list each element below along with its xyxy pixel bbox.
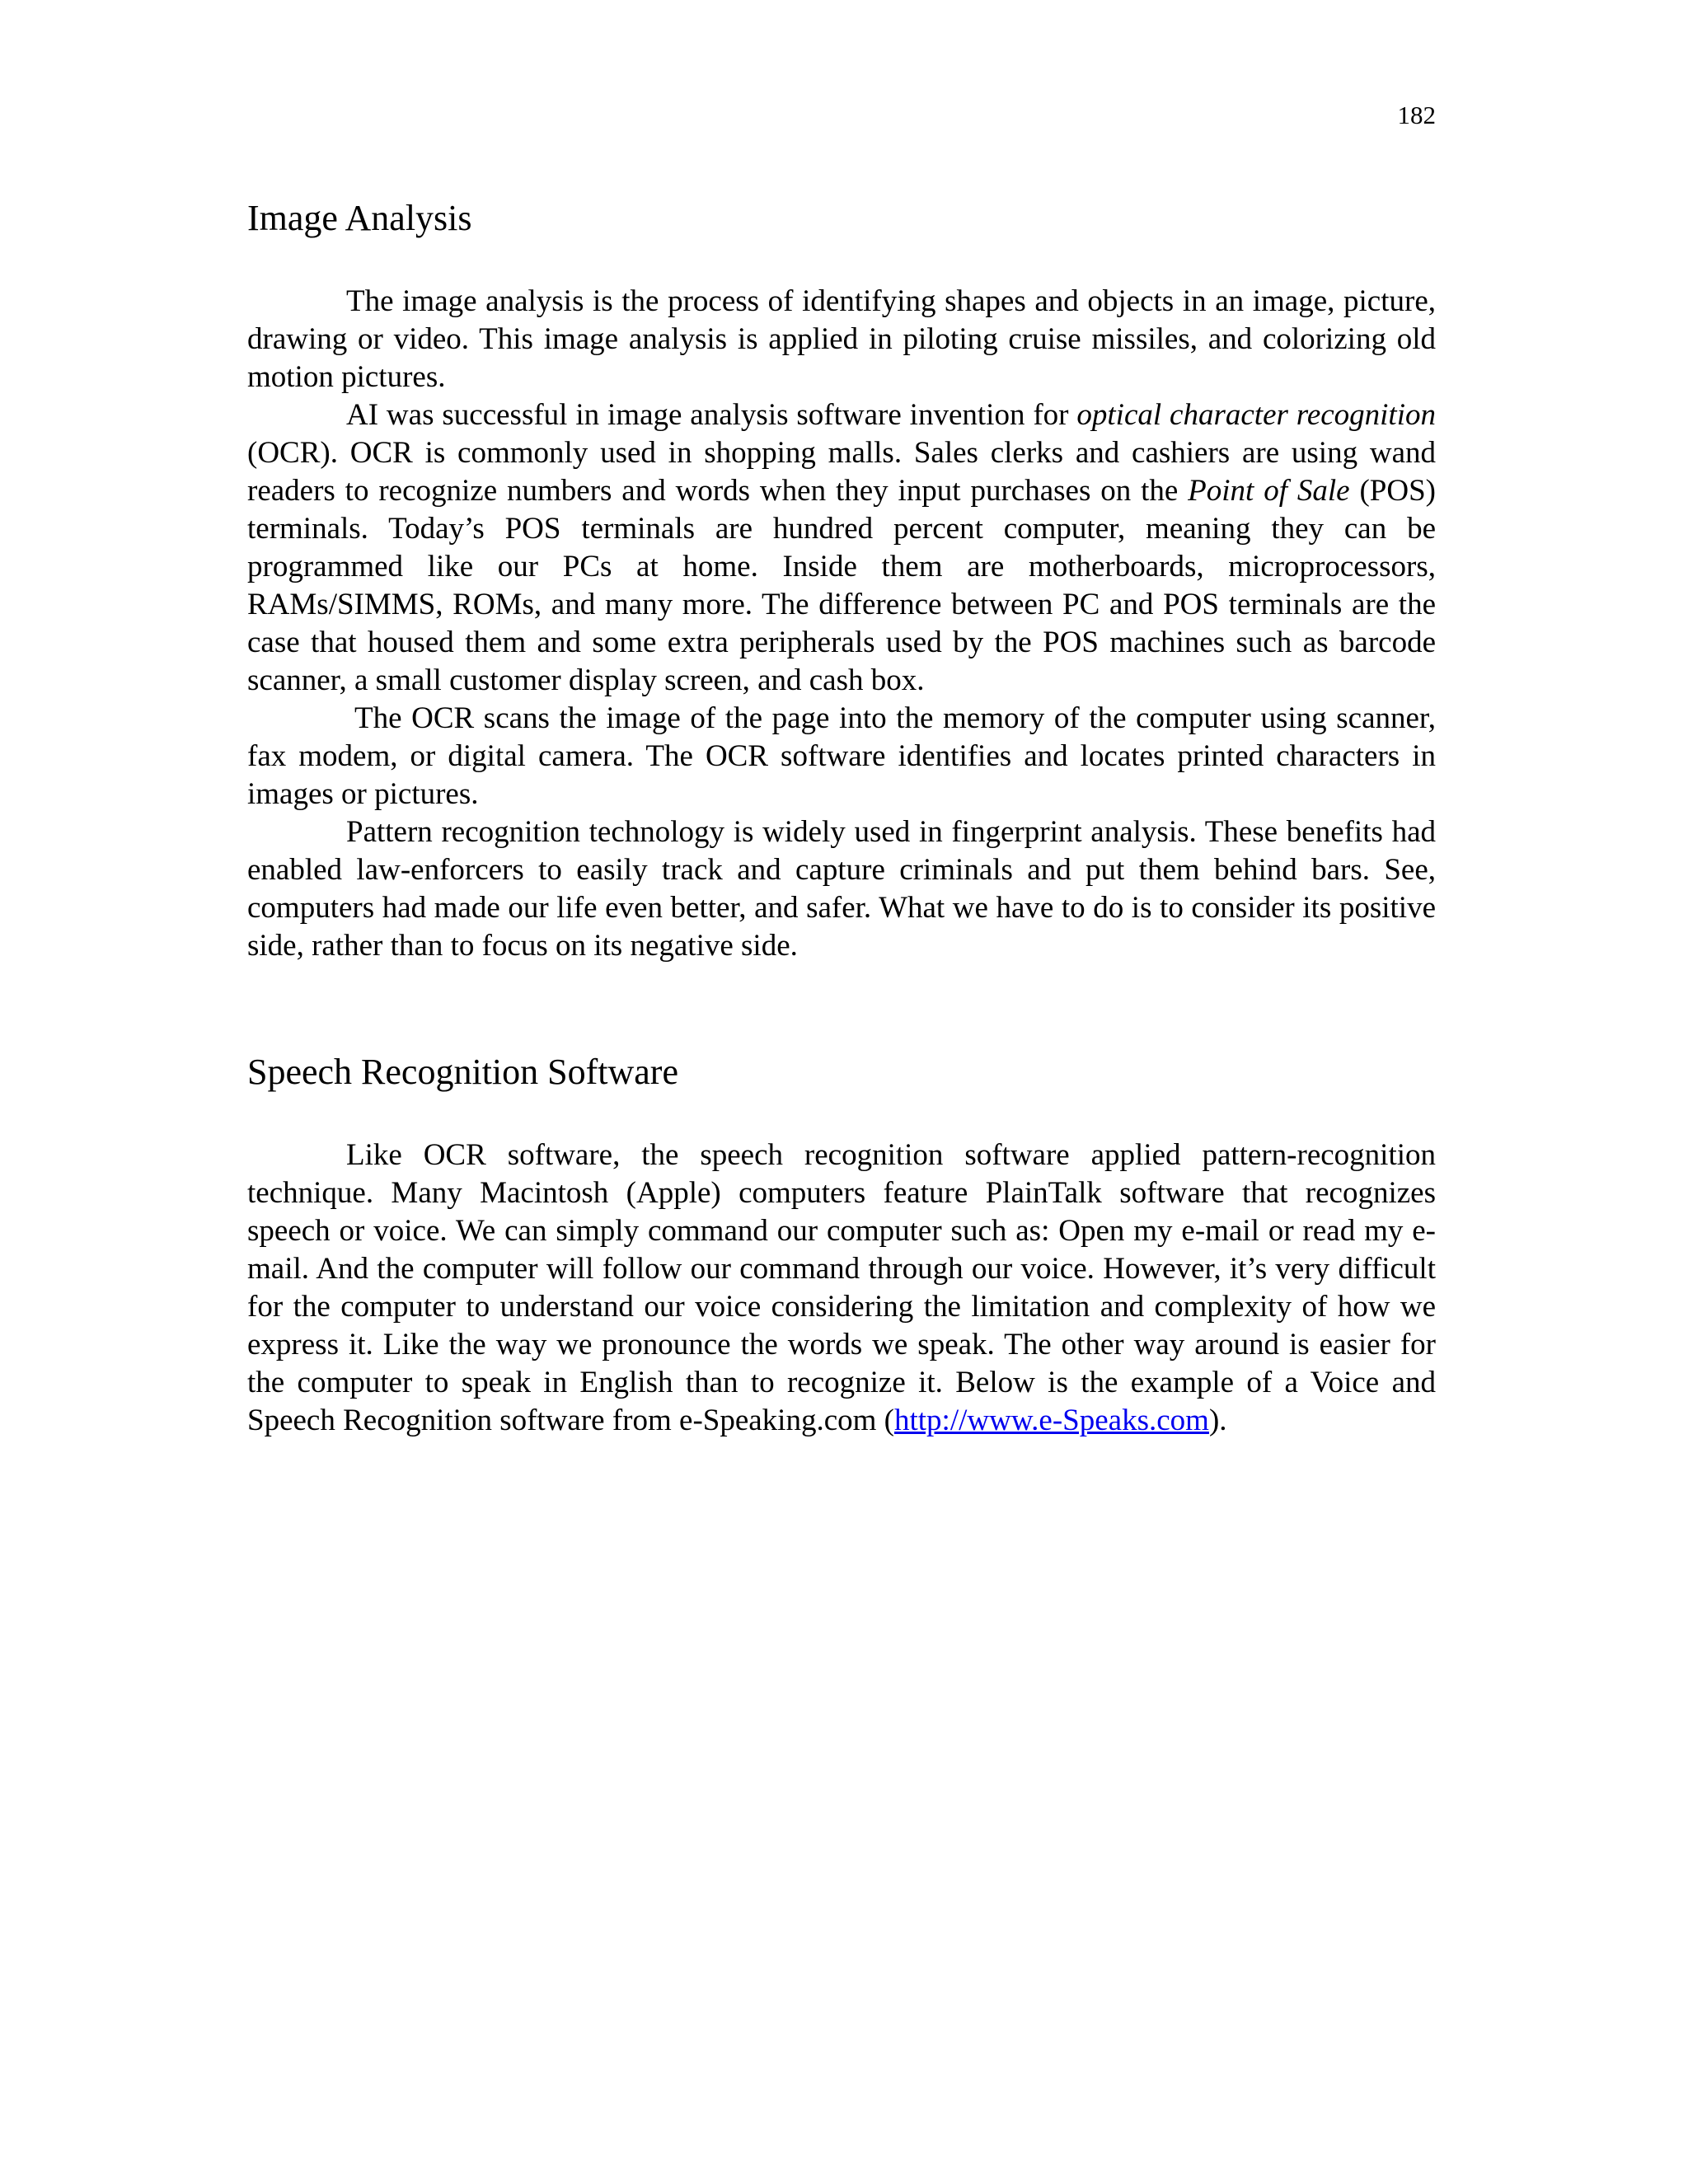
paragraph: Pattern recognition technology is widely used in fingerprint analysis. These benefits had enabled law-enforcers to easily track and capture criminals and put them behind bars. See, computers had made our life even better, and safer. What we have to do is to consider its positive side, rather than to focus on its negative side.: [247, 815, 1436, 963]
text-run: (POS) terminals. Today’s POS terminals are hundred percent computer, meaning they can be programmed like our PCs at home. Inside them are motherboards, microprocessors, RAMs/SIMMS, ROMs, and many more. The difference between PC and POS terminals are the case that housed them and some extra peripherals used by the POS machines such as barcode scanner, a small customer display screen, and cash box.: [247, 474, 1436, 697]
e-speaks-link[interactable]: http://www.e-Speaks.com: [894, 1404, 1209, 1437]
section-heading-speech-recognition: Speech Recognition Software: [247, 1052, 678, 1092]
italic-term-ocr: optical character recognition: [1076, 398, 1436, 432]
paragraph: The OCR scans the image of the page into the memory of the computer using scanner, fax modem, or digital camera. The OCR software identifies and locates printed characters in images or pictures.: [247, 701, 1436, 811]
section-heading-image-analysis: Image Analysis: [247, 198, 472, 238]
paragraph: [247, 396, 1436, 700]
page-content: [247, 194, 1436, 1440]
section-body-speech-recognition: [247, 1137, 1436, 1440]
italic-term-pos: Point of Sale: [1188, 474, 1350, 508]
paragraph: The image analysis is the process of identifying shapes and objects in an image, picture, drawing or video. This image analysis is applied in piloting cruise missiles, and colorizing old motion pictures.: [247, 284, 1436, 394]
text-run: (OCR). OCR is commonly used in shopping malls. Sales clerks and cashiers are using wand readers to recognize numbers and words when they input purchases on the: [247, 436, 1436, 508]
page-number: 182: [1397, 101, 1436, 129]
text-run: AI was successful in image analysis software invention for: [346, 398, 1077, 432]
text-run: ).: [1208, 1404, 1227, 1437]
paragraph: [247, 1137, 1436, 1440]
text-run: Like OCR software, the speech recognition software applied pattern-recognition technique. Many Macintosh (Apple) computers feature PlainTalk software that recognizes speech or voice. We can simply command our computer such as: Open my e-mail or read my e-mail. And the computer will follow our command through our voice. However, it’s very difficult for the computer to understand our voice considering the limitation and complexity of how we express it. Like the way we pronounce the words we speak. The other way around is easier for the computer to speak in English than to recognize it. Below is the example of a Voice and Speech Recognition software from e-Speaking.com (: [247, 1138, 1436, 1437]
section-body-image-analysis: [247, 283, 1436, 965]
